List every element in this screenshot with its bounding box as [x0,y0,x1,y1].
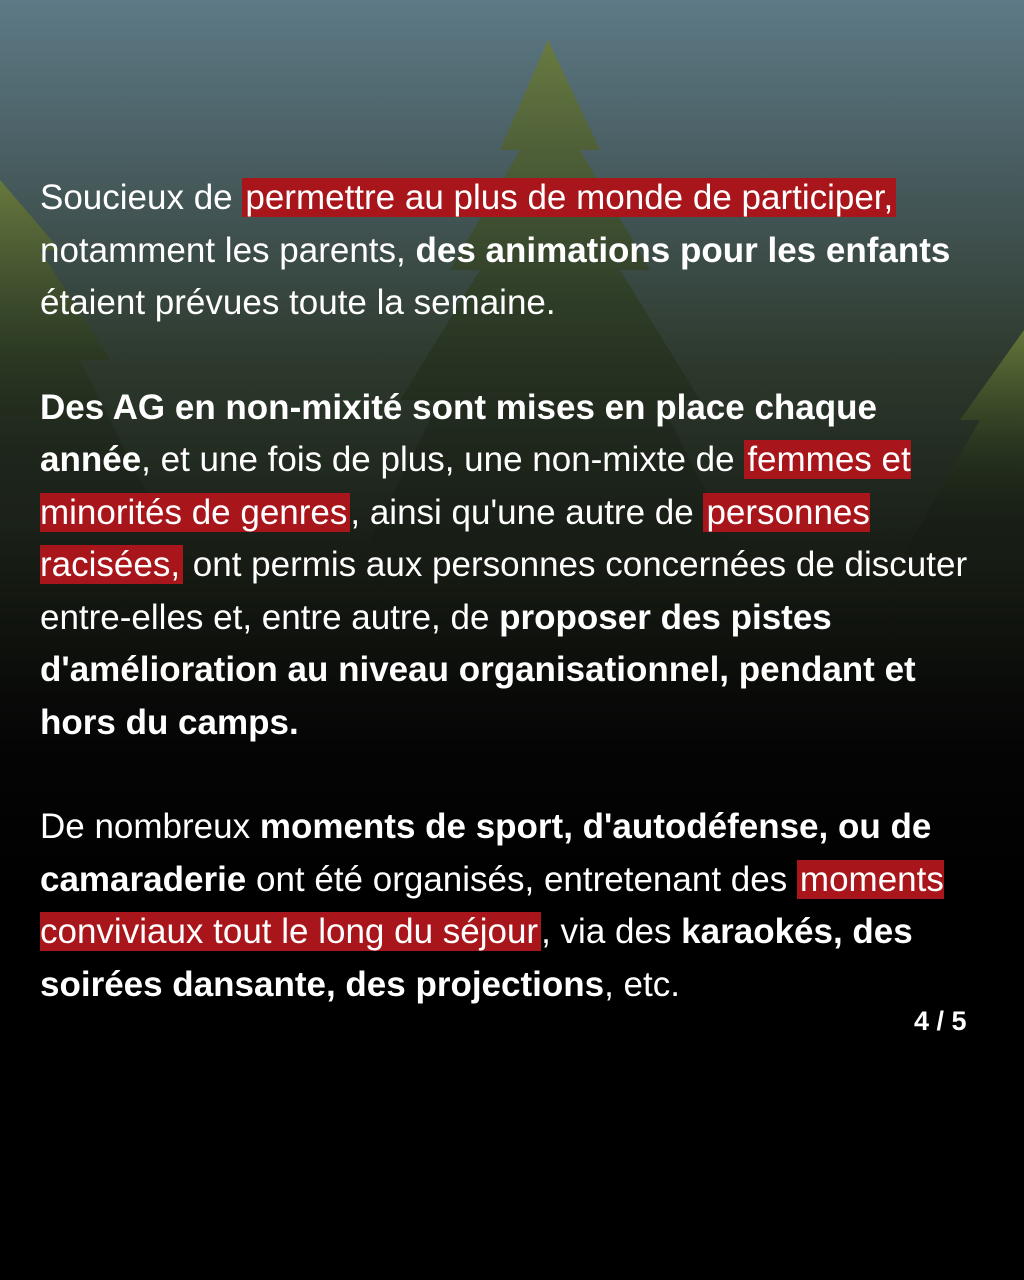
text-span: notamment les parents, [40,230,416,270]
highlighted-text: moments conviviaux tout le long du séjour [40,859,944,951]
text-span: ont été organisés, entretenant des [246,859,797,899]
highlighted-text: permettre au plus de monde de participer, [242,178,896,217]
text-span: étaient prévues toute la semaine. [40,283,556,322]
bold-text: Des AG en non-mixité sont mises en place chaque année [40,387,877,479]
text-span: , via des [541,912,682,951]
text-span: , ainsi qu'une autre de [350,492,704,532]
page-indicator: 4 / 5 [914,1006,967,1036]
slide-text [40,172,990,1063]
paragraph-convivial-moments [40,801,990,1011]
bold-text: karaokés, des soirées dansante, des projections [40,912,913,1004]
bold-text: proposer des pistes d'amélioration au niveau organisationnel, pendant et hors du camps. [40,597,916,742]
text-span: ont permis aux personnes concernées de discuter entre-elles et, entre autre, de [40,545,968,637]
paragraph-children-activities [40,172,990,330]
text-span: Soucieux de [40,178,243,217]
text-span: De nombreux [40,807,260,846]
bold-text: des animations pour les enfants [415,230,951,270]
highlighted-text: femmes et minorités de genres [40,440,911,532]
text-span: , et une fois de plus, une non-mixte de [141,440,745,479]
text-span: , etc. [604,964,680,1004]
highlighted-text: personnes racisées, [40,492,870,584]
paragraph-non-mixed-assemblies [40,382,990,750]
bold-text: moments de sport, d'autodéfense, ou de camaraderie [40,807,932,899]
